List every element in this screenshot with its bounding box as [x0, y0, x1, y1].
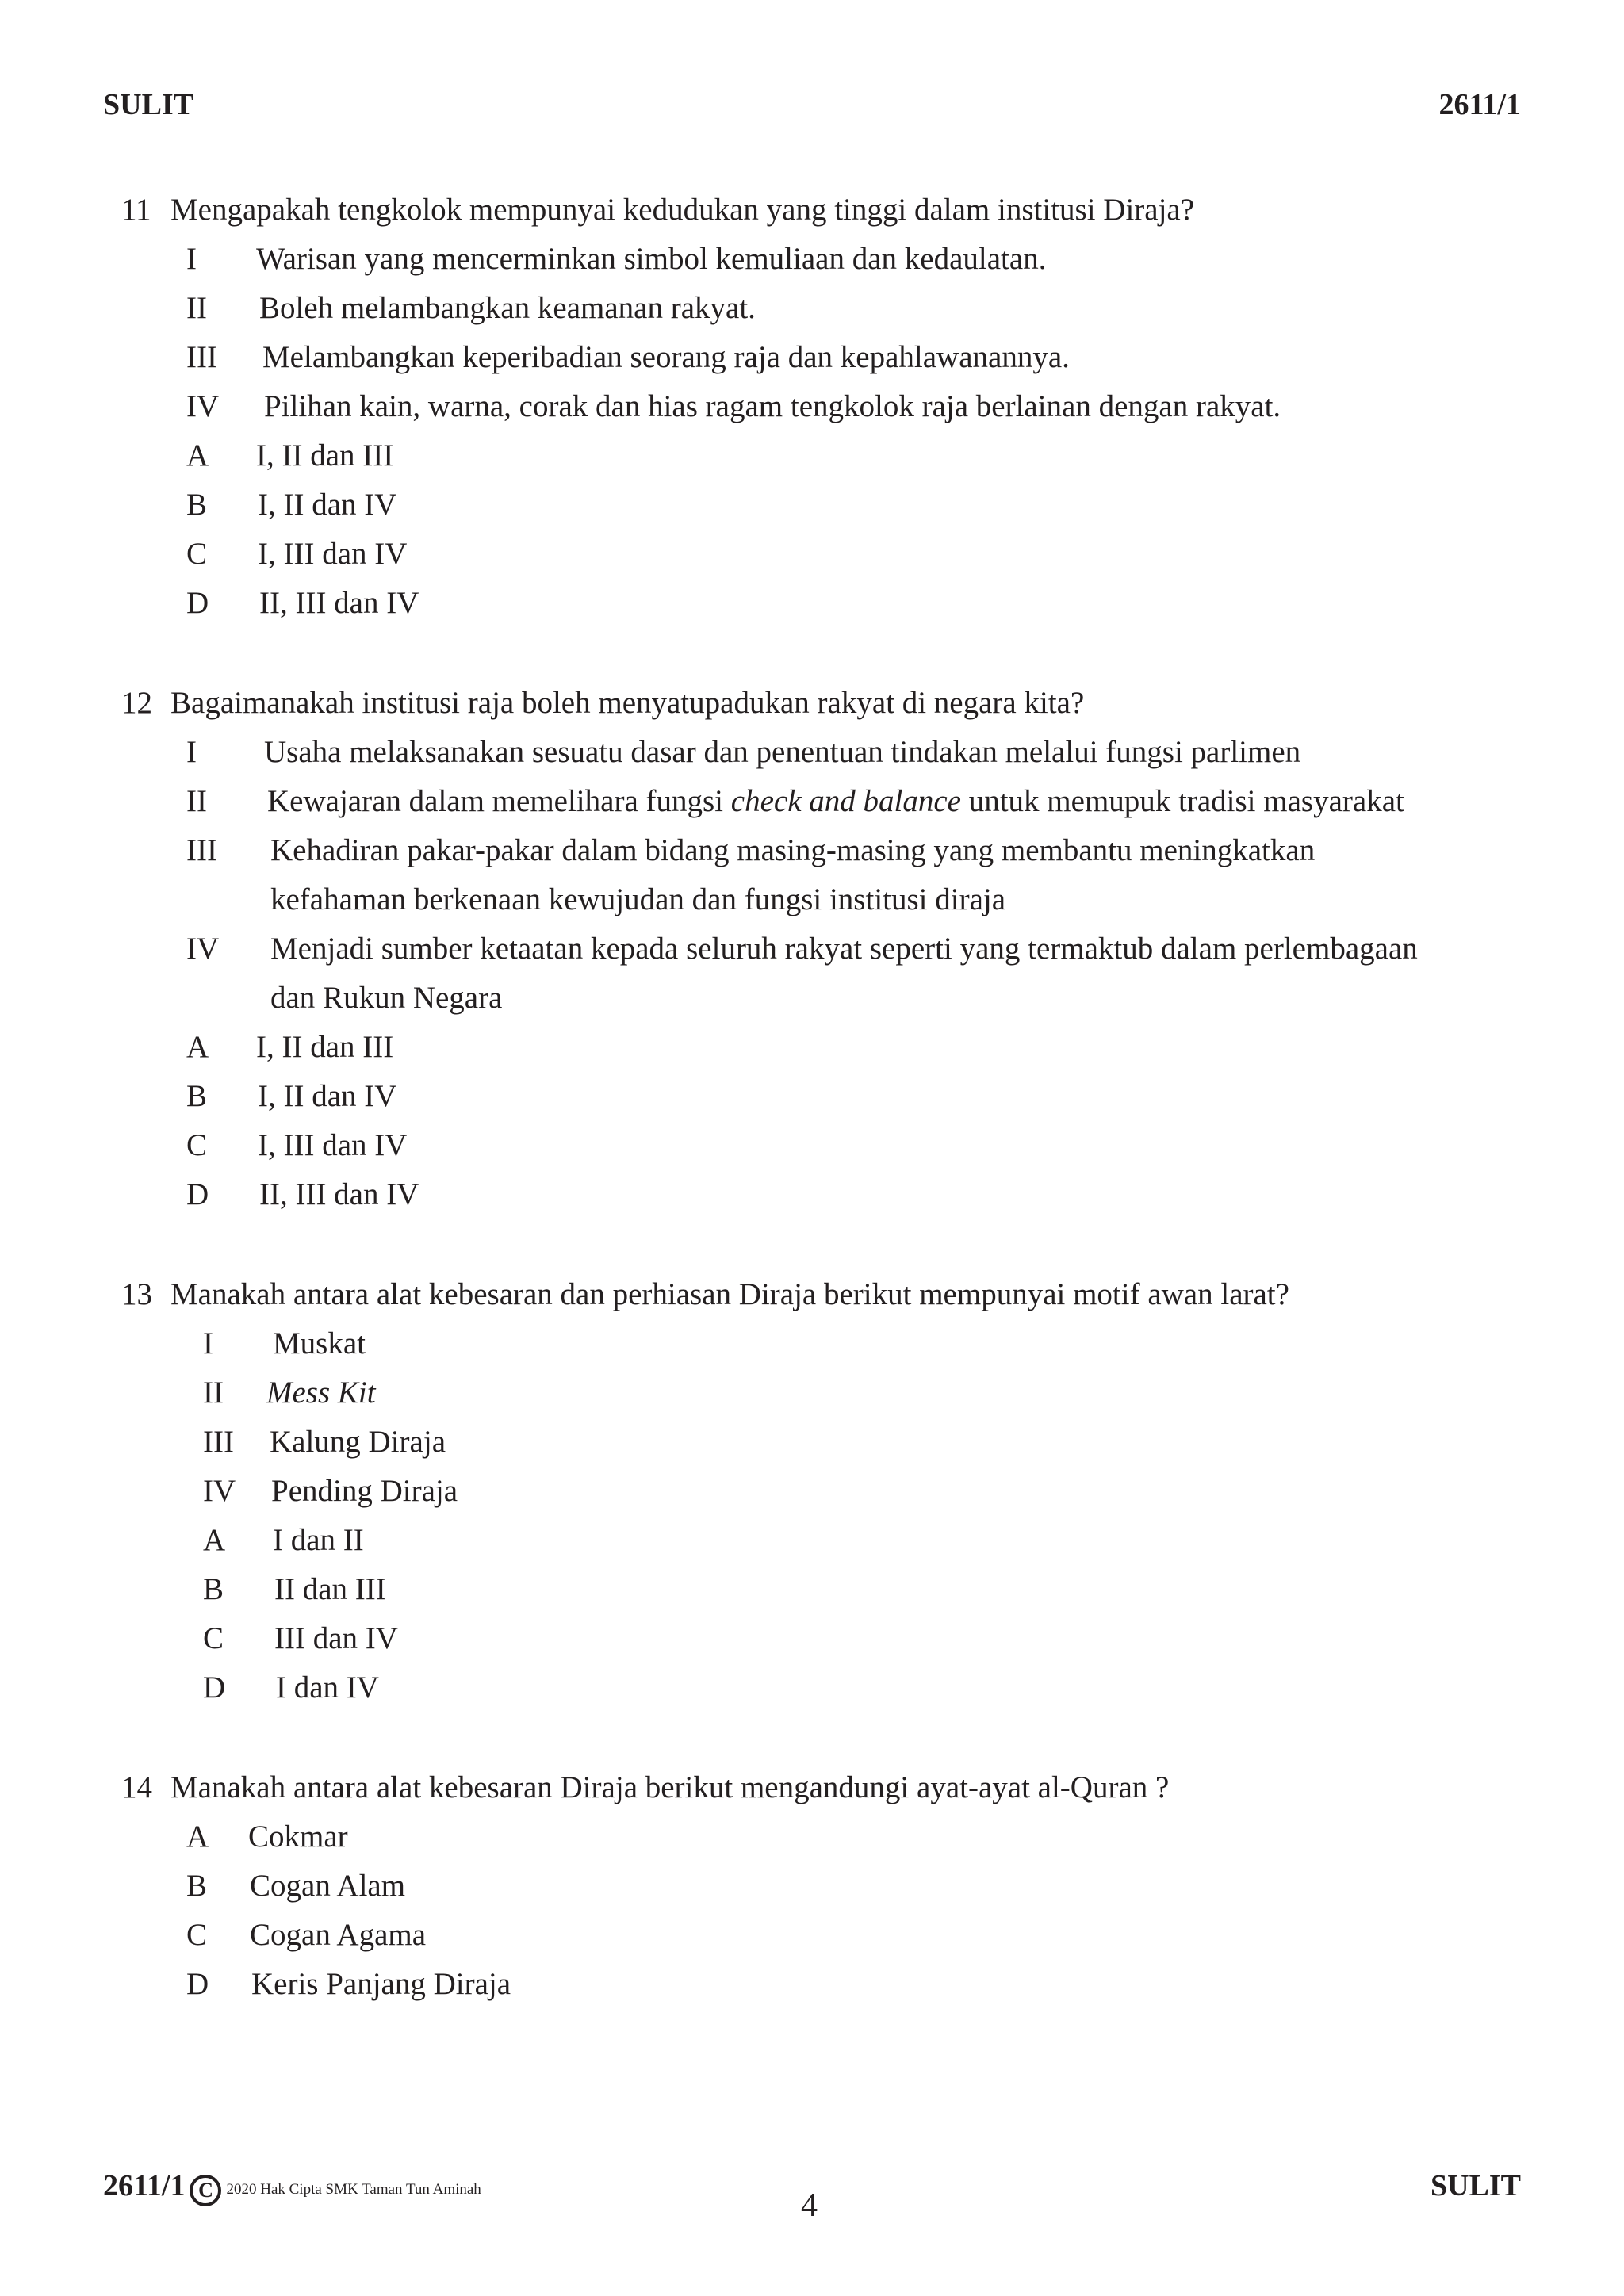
statement-text: Boleh melambangkan keamanan rakyat.: [259, 291, 756, 325]
statement-label: IV: [203, 1474, 236, 1508]
statement-label: III: [203, 1425, 234, 1459]
header-paper-code: 2611/1: [1438, 88, 1521, 121]
statement-text: Mess Kit: [266, 1376, 376, 1410]
option-label: C: [186, 1128, 208, 1162]
statement-text: Pilihan kain, warna, corak dan hias ragam tengkolok raja berlainan dengan rakyat.: [264, 389, 1281, 423]
statement-text: Warisan yang mencerminkan simbol kemuliaan dan kedaulatan.: [256, 242, 1047, 276]
option-label: D: [203, 1670, 226, 1705]
option-text: I, II dan IV: [258, 1079, 397, 1113]
question-stem: [121, 1276, 1289, 1312]
option-text: II, III dan IV: [259, 586, 419, 620]
statement-text: Kalung Diraja: [270, 1425, 446, 1459]
page-number: 4: [801, 2187, 818, 2224]
option-text: I, II dan IV: [258, 488, 397, 522]
option-label: D: [186, 1967, 209, 2001]
statement-text: Pending Diraja: [271, 1474, 458, 1508]
option-text: II dan III: [274, 1572, 386, 1606]
option-text: I, II dan III: [256, 1030, 394, 1064]
statement-label: I: [186, 242, 197, 276]
option-label: D: [186, 586, 209, 620]
question-text: Manakah antara alat kebesaran Diraja berikut mengandungi ayat-ayat al-Quran ?: [170, 1770, 1170, 1804]
statement-label: IV: [186, 389, 220, 423]
statement-label: I: [186, 735, 197, 769]
option-text: I, II dan III: [256, 438, 394, 473]
header-sulit: SULIT: [103, 88, 194, 121]
statement-text-part: untuk memupuk tradisi masyarakat: [960, 784, 1404, 818]
question-text: Mengapakah tengkolok mempunyai kedudukan yang tinggi dalam institusi Diraja?: [170, 193, 1195, 227]
option-label: A: [186, 1820, 209, 1854]
option-label: C: [186, 1918, 208, 1952]
question-number: 11: [121, 193, 151, 227]
question-text: Manakah antara alat kebesaran dan perhiasan Diraja berikut mempunyai motif awan larat?: [170, 1277, 1289, 1311]
footer-code: 2611/1: [103, 2169, 186, 2202]
statement-label: III: [186, 833, 217, 867]
statement-text: [267, 783, 1404, 819]
statement-text: Usaha melaksanakan sesuatu dasar dan penentuan tindakan melalui fungsi parlimen: [264, 735, 1301, 769]
option-label: C: [186, 537, 208, 571]
statement-label: II: [186, 784, 207, 818]
footer-paper-code: [103, 2168, 481, 2206]
statement-label: II: [203, 1376, 224, 1410]
option-label: B: [203, 1572, 224, 1606]
option-text: I dan II: [273, 1523, 364, 1557]
option-label: A: [186, 1030, 209, 1064]
statement-label: I: [203, 1326, 213, 1360]
question-number: 12: [121, 686, 152, 720]
statement-label: IV: [186, 932, 220, 966]
option-label: B: [186, 1079, 208, 1113]
statement-text-part: Kewajaran dalam memelihara fungsi: [267, 784, 731, 818]
option-text: Cogan Agama: [250, 1918, 427, 1952]
option-label: B: [186, 488, 208, 522]
option-text: Cogan Alam: [250, 1869, 406, 1903]
option-text: II, III dan IV: [259, 1177, 419, 1211]
question-stem: [121, 1770, 1169, 1805]
option-text: I, III dan IV: [258, 537, 408, 571]
option-text: I, III dan IV: [258, 1128, 408, 1162]
question-text: Bagaimanakah institusi raja boleh menyatupadukan rakyat di negara kita?: [170, 686, 1085, 720]
statement-text: Kehadiran pakar-pakar dalam bidang masing-masing yang membantu meningkatkan: [270, 833, 1316, 867]
option-text: Cokmar: [248, 1820, 348, 1854]
statement-label: II: [186, 291, 207, 325]
statement-text-continued: dan Rukun Negara: [270, 981, 503, 1015]
option-label: B: [186, 1869, 208, 1903]
statement-text-continued: kefahaman berkenaan kewujudan dan fungsi institusi diraja: [270, 882, 1006, 916]
option-text: III dan IV: [274, 1621, 398, 1655]
option-text: I dan IV: [276, 1670, 379, 1705]
copyright-icon: C: [190, 2175, 221, 2206]
statement-text: Menjadi sumber ketaatan kepada seluruh rakyat seperti yang termaktub dalam perlembagaan: [270, 932, 1418, 966]
question-stem: [121, 192, 1194, 228]
option-label: A: [186, 438, 209, 473]
option-label: C: [203, 1621, 224, 1655]
option-label: A: [203, 1523, 226, 1557]
statement-label: III: [186, 340, 217, 374]
question-number: 13: [121, 1277, 152, 1311]
option-text: Keris Panjang Diraja: [251, 1967, 511, 2001]
question-number: 14: [121, 1770, 152, 1804]
statement-text: Melambangkan keperibadian seorang raja dan kepahlawanannya.: [262, 340, 1070, 374]
question-stem: [121, 685, 1084, 721]
statement-text: Muskat: [273, 1326, 366, 1360]
option-label: D: [186, 1177, 209, 1211]
footer-sulit: SULIT: [1430, 2169, 1521, 2202]
statement-text-italic: check and balance: [730, 784, 961, 818]
copyright-text: 2020 Hak Cipta SMK Taman Tun Aminah: [226, 2181, 481, 2198]
